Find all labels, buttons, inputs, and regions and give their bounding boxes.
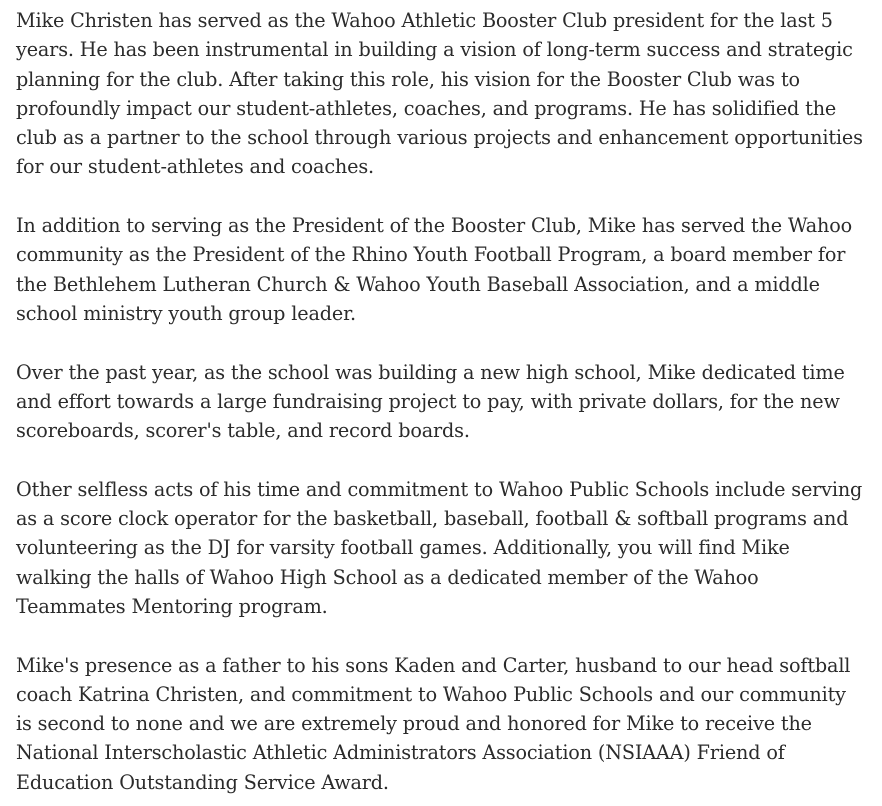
article-body — [16, 6, 866, 797]
paragraph-volunteer-acts: Other selfless acts of his time and commitment to Wahoo Public Schools include serving as a score clock operator for the basketball, baseball, football & softball programs and volunteering as the DJ for varsity football games. Additionally, you will find Mike walking the halls of Wahoo High School as a dedicated member of the Wahoo Teammates Mentoring program. — [16, 477, 863, 618]
paragraph-fundraising-project: Over the past year, as the school was building a new high school, Mike dedicated time and effort towards a large fundraising project to pay, with private dollars, for the new scoreboards, scorer's table, and record boards. — [16, 360, 845, 443]
paragraph-award-recognition: Mike's presence as a father to his sons Kaden and Carter, husband to our head softball coach Katrina Christen, and commitment to Wahoo Public Schools and our community is second to none and we are extremely proud and honored for Mike to receive the National Interscholastic Athletic Administrators Association (NSIAAA) Friend of Education Outstanding Service Award. — [16, 653, 851, 794]
paragraph-booster-club-president: Mike Christen has served as the Wahoo Athletic Booster Club president for the last 5 years. He has been instrumental in building a vision of long-term success and strategic planning for the club. After taking this role, his vision for the Booster Club was to profoundly impact our student-athletes, coaches, and programs. He has solidified the club as a partner to the school through various projects and enhancement opportunities for our student-athletes and coaches. — [16, 9, 863, 179]
paragraph-community-service: In addition to serving as the President of the Booster Club, Mike has served the Wahoo community as the President of the Rhino Youth Football Program, a board member for the Bethlehem Lutheran Church & Wahoo Youth Baseball Association, and a middle school ministry youth group leader. — [16, 214, 853, 325]
